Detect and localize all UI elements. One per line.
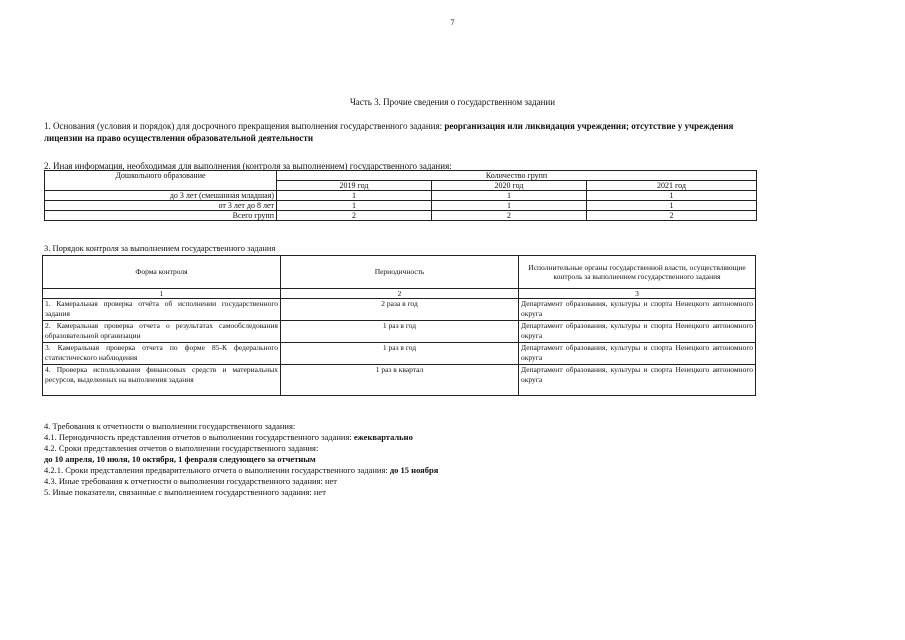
cell-value: 2 [432, 211, 587, 221]
groups-col1-header: Дошкольного образование [45, 171, 277, 191]
column-number: 3 [519, 289, 756, 299]
section1-text [44, 120, 759, 144]
table-row [45, 201, 757, 211]
table-row [45, 211, 757, 221]
reporting-periodicity [44, 432, 744, 443]
control-period: 1 раз в год [281, 343, 519, 365]
control-period: 1 раз в год [281, 321, 519, 343]
row-label: Всего групп [45, 211, 277, 221]
year-header: 2019 год [277, 181, 432, 191]
cell-value: 1 [587, 191, 757, 201]
control-form: 2. Камеральная проверка отчета о результатах самообследования образовательной организации [43, 321, 281, 343]
control-form: 3. Камеральная проверка отчета по форме 85-К федерального статистического наблюдения [43, 343, 281, 365]
table-row [43, 321, 756, 343]
section1-bold: реорганизация или ликвидация учреждения; отсутствие у учреждения лицензии на право осуществления образовательной деятельности [44, 121, 734, 143]
preliminary-report-label: 4.2.1. Сроки представления предварительного отчета о выполнении государственного задания: [44, 465, 390, 475]
control-header-form: Форма контроля [43, 256, 281, 289]
control-period: 1 раз в квартал [281, 365, 519, 396]
section1-prefix: 1. Основания (условия и порядок) для досрочного прекращения выполнения государственного задания: [44, 121, 445, 131]
control-header-body: Исполнительные органы государственной власти, осуществляющие контроль за выполнением государственного задания [519, 256, 756, 289]
cell-value: 2 [277, 211, 432, 221]
control-form: 4. Проверка использования финансовых средств и материальных ресурсов, выделенных на выполнения задания [43, 365, 281, 396]
control-body: Департамент образования, культуры и спорта Ненецкого автономного округа [519, 321, 756, 343]
table-row [45, 191, 757, 201]
reporting-deadlines-value: до 10 апреля, 10 июля, 10 октября, 1 февраля следующего за отчетным [44, 454, 316, 464]
part-title: Часть 3. Прочие сведения о государственном задании [349, 97, 556, 107]
control-body: Департамент образования, культуры и спорта Ненецкого автономного округа [519, 343, 756, 365]
section4-block [44, 421, 744, 498]
groups-table [44, 170, 757, 221]
groups-count-header: Количество групп [277, 171, 757, 181]
table-row [43, 299, 756, 321]
cell-value: 1 [587, 201, 757, 211]
cell-value: 1 [432, 201, 587, 211]
column-number: 1 [43, 289, 281, 299]
control-body: Департамент образования, культуры и спорта Ненецкого автономного округа [519, 299, 756, 321]
reporting-periodicity-label: 4.1. Периодичность представления отчетов о выполнении государственного задания: [44, 432, 354, 442]
cell-value: 1 [432, 191, 587, 201]
column-number: 2 [281, 289, 519, 299]
other-indicators: 5. Иные показатели, связанные с выполнением государственного задания: нет [44, 487, 326, 497]
reporting-periodicity-value: ежеквартально [353, 432, 413, 442]
table-row [43, 343, 756, 365]
section2-heading: 2. Иная информация, необходимая для выполнения (контроля за выполнением) государственного задания: [44, 161, 452, 171]
other-reporting-requirements: 4.3. Иные требования к отчетности о выполнении государственного задания: нет [44, 476, 337, 486]
reporting-deadlines-heading: 4.2. Сроки представления отчетов о выполнении государственного задания: [44, 443, 319, 453]
page-number: 7 [450, 18, 455, 27]
control-header-period: Периодичность [281, 256, 519, 289]
section3-heading: 3. Порядок контроля за выполнением государственного задания [44, 243, 276, 253]
year-header: 2020 год [432, 181, 587, 191]
row-label: от 3 лет до 8 лет [45, 201, 277, 211]
table-row [43, 365, 756, 396]
preliminary-report-value: до 15 ноября [389, 465, 439, 475]
year-header: 2021 год [587, 181, 757, 191]
preliminary-report-deadline [44, 465, 744, 476]
cell-value: 2 [587, 211, 757, 221]
cell-value: 1 [277, 201, 432, 211]
control-table [42, 255, 756, 396]
control-form: 1. Камеральная проверка отчёта об исполнении государственного задания [43, 299, 281, 321]
cell-value: 1 [277, 191, 432, 201]
row-label: до 3 лет (смешанная младшая) [45, 191, 277, 201]
reporting-requirements-heading: 4. Требования к отчетности о выполнении государственного задания: [44, 421, 296, 431]
control-body: Департамент образования, культуры и спорта Ненецкого автономного округа [519, 365, 756, 396]
control-period: 2 раза в год [281, 299, 519, 321]
